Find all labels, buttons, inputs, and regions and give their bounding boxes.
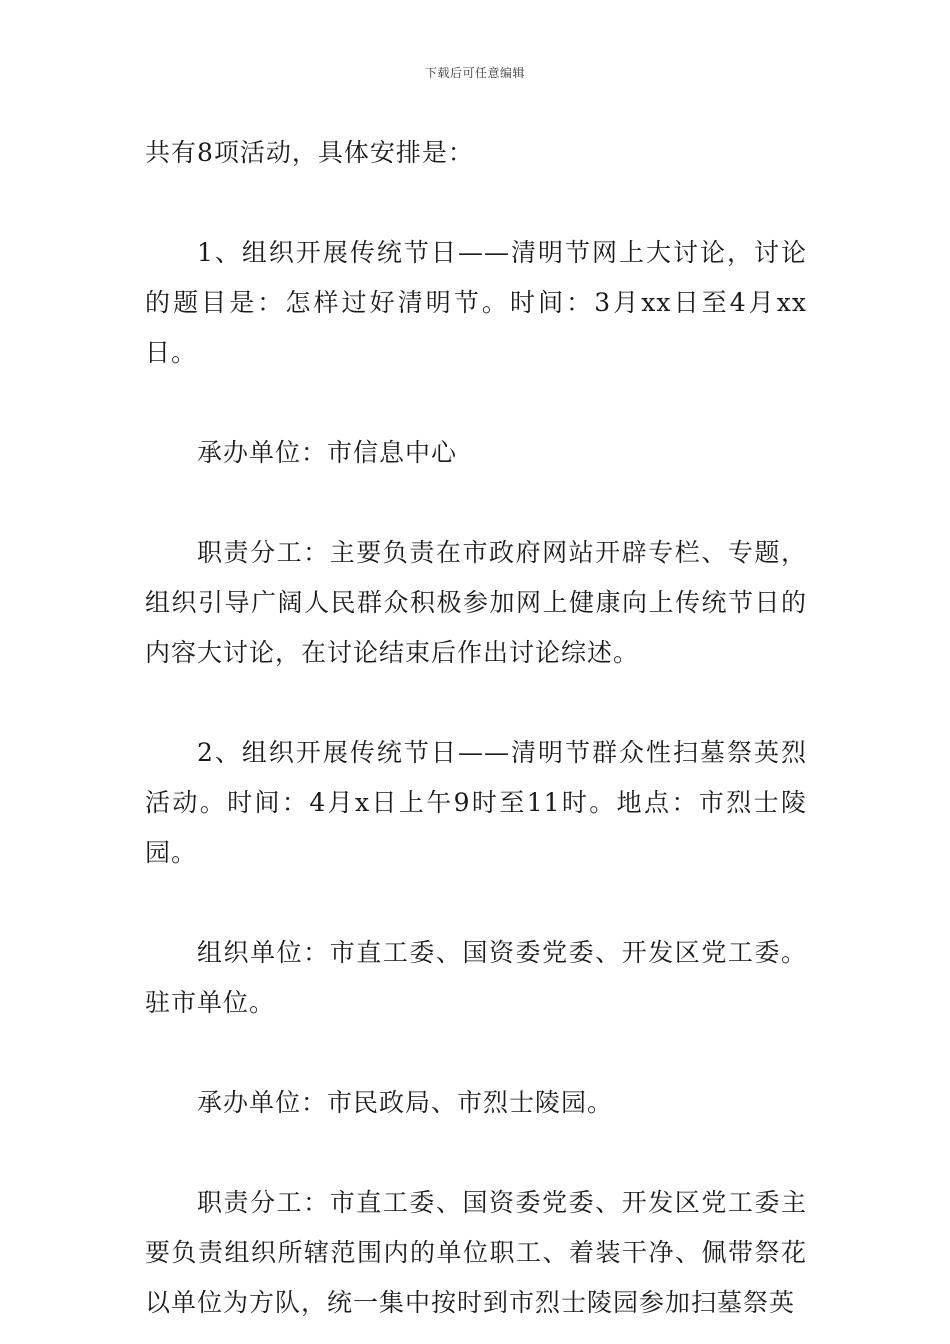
- page-header: 下载后可任意编辑: [424, 66, 525, 80]
- paragraph-duties-1: 职责分工：主要负责在市政府网站开辟专栏、专题，组织引导广阔人民群众积极参加网上健康向上传统节日的内容大讨论，在讨论结束后作出讨论综述。: [145, 538, 807, 667]
- paragraph-item-2: 2、组织开展传统节日——清明节群众性扫墓祭英烈活动。时间：4月x日上午9时至11时。地点：市烈士陵园。: [145, 738, 807, 867]
- document-body: [145, 128, 807, 1328]
- paragraph-item-1: 1、组织开展传统节日——清明节网上大讨论，讨论的题目是：怎样过好清明节。时间：3月xx日至4月xx日。: [145, 238, 807, 367]
- paragraph-intro: 共有8项活动，具体安排是：: [145, 138, 474, 167]
- paragraph-host-unit-1: 承办单位：市信息中心: [197, 438, 458, 467]
- paragraph-host-unit-2: 承办单位：市民政局、市烈士陵园。: [197, 1088, 614, 1117]
- paragraph-organizer-2: 组织单位：市直工委、国资委党委、开发区党工委。驻市单位。: [145, 938, 807, 1017]
- paragraph-duties-2: 职责分工：市直工委、国资委党委、开发区党工委主要负责组织所辖范围内的单位职工、着装干净、佩带祭花以单位为方队，统一集中按时到市烈士陵园参加扫墓祭英: [145, 1188, 807, 1317]
